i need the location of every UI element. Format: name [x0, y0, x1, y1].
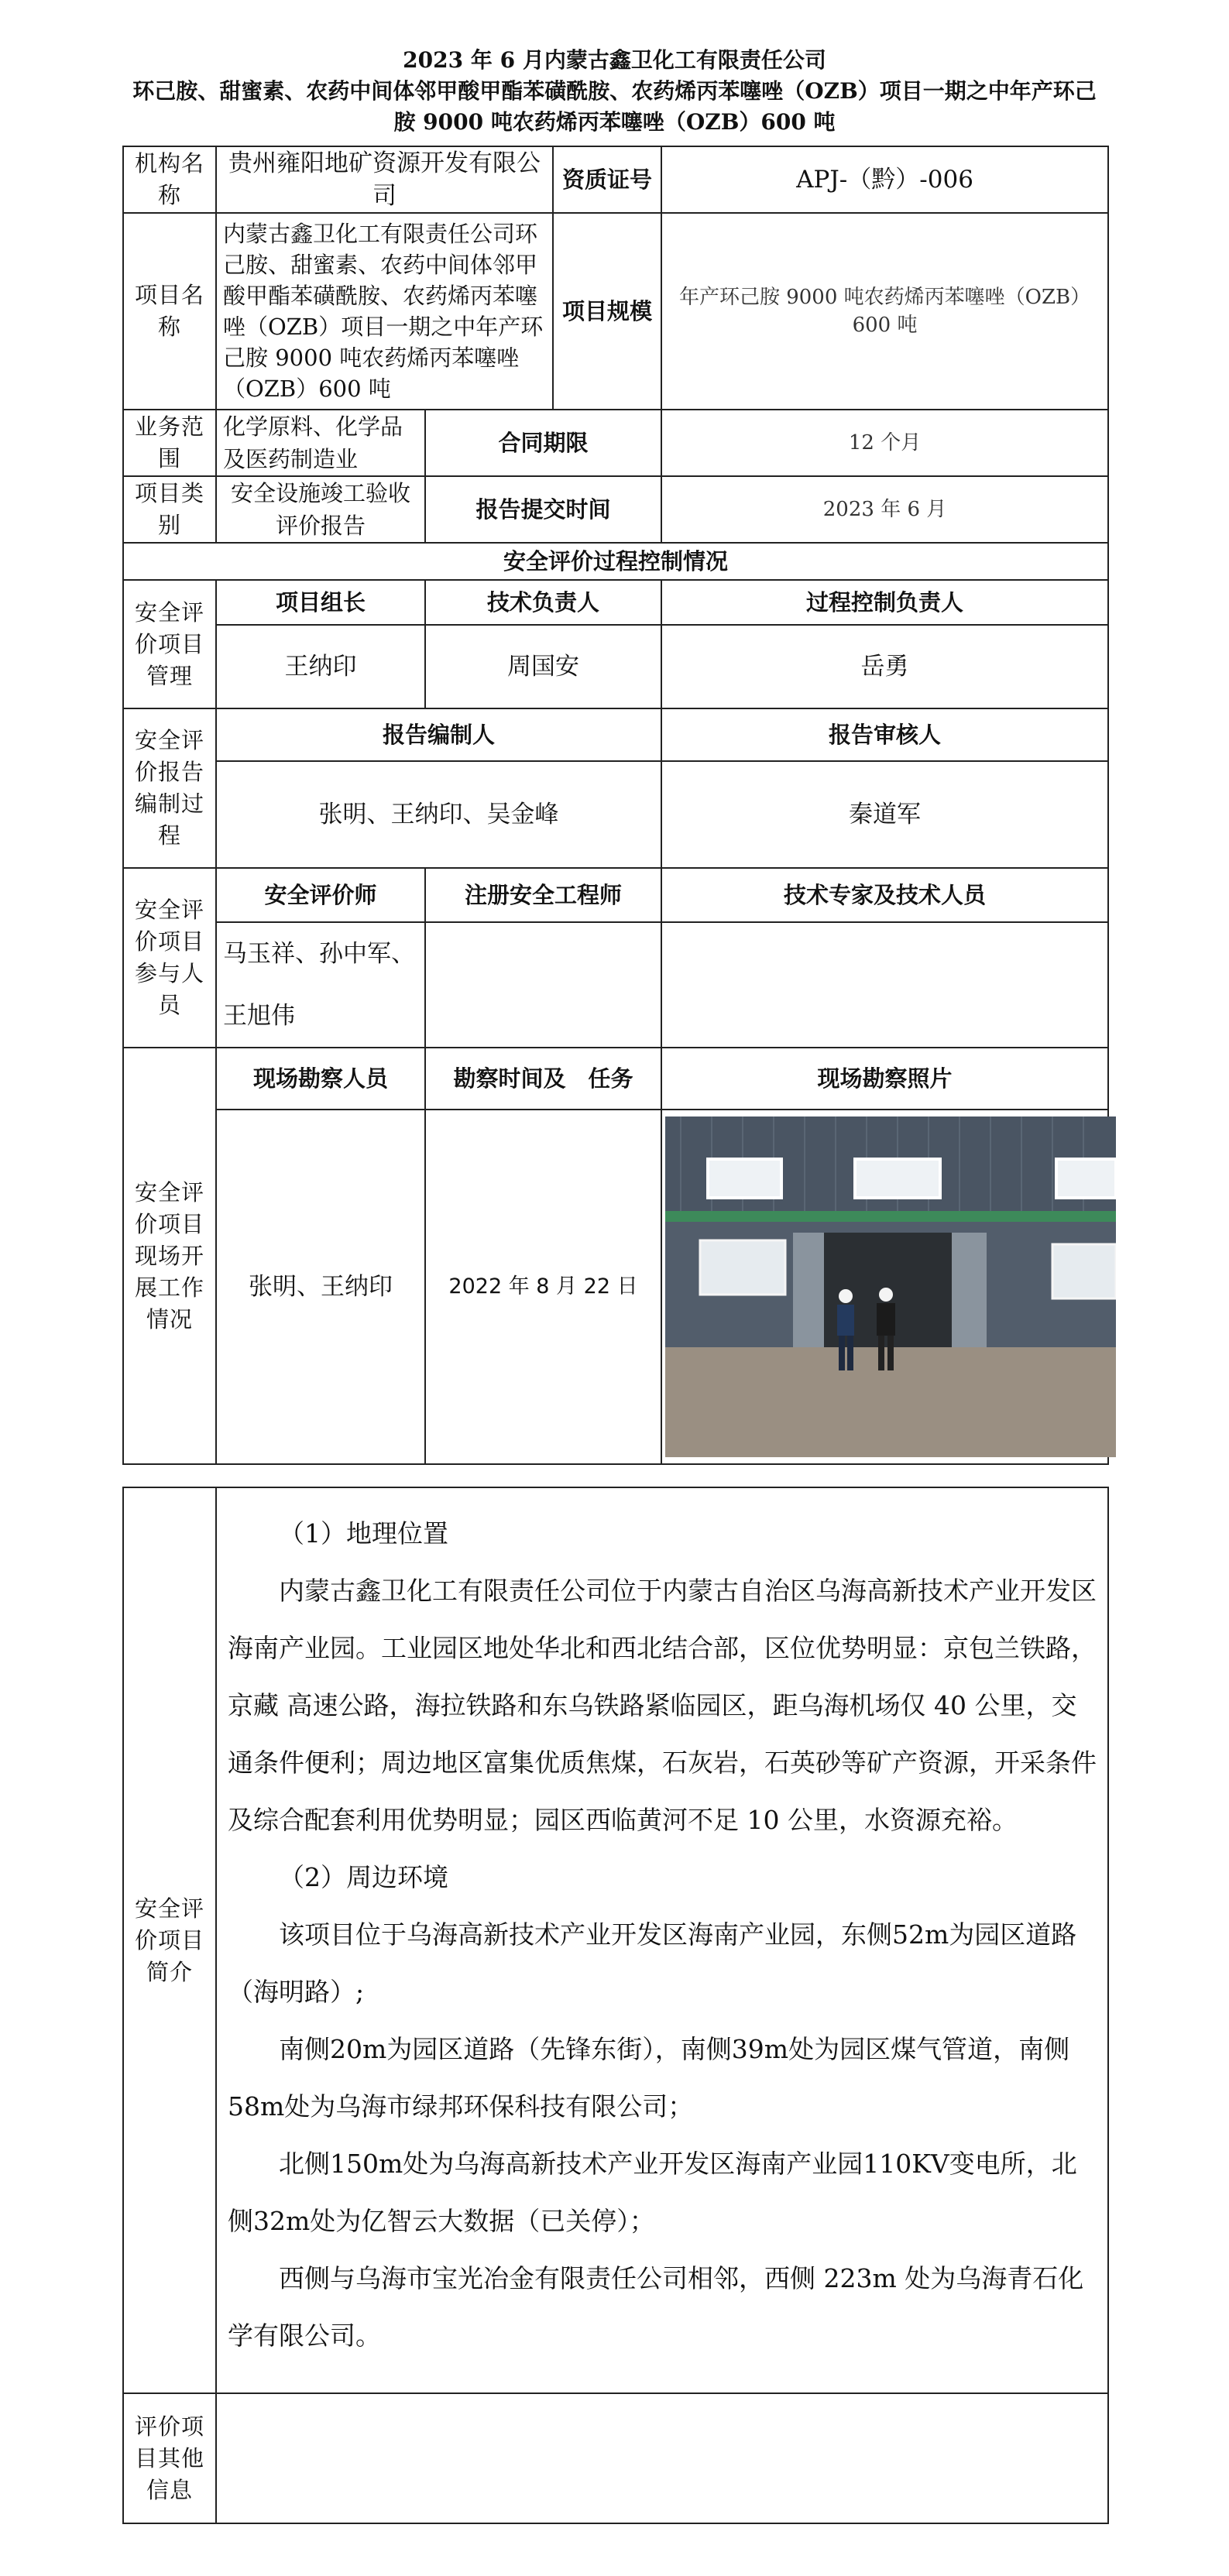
- mgmt-label: 安全评价项目管理: [123, 580, 216, 708]
- project-value: 内蒙古鑫卫化工有限责任公司环己胺、甜蜜素、农药中间体邻甲酸甲酯苯磺酰胺、农药烯丙苯噻唑（OZB）项目一期之中年产环己胺 9000 吨农药烯丙苯噻唑（OZB）600 吨: [216, 213, 553, 410]
- other-info-value: [216, 2393, 1108, 2523]
- site-survey-photo: [665, 1116, 1116, 1457]
- process-section-title: 安全评价过程控制情况: [123, 543, 1108, 580]
- intro-south-text: 南侧20m为园区道路（先锋东街），南侧39m处为园区煤气管道，南侧58m处为乌海市绿邦环保科技有限公司；: [228, 2034, 1070, 2122]
- intro-heading-location: （1）地理位置: [279, 1518, 448, 1549]
- submit-label: 报告提交时间: [425, 476, 661, 543]
- document-title: 2023 年 6 月内蒙古鑫卫化工有限责任公司: [403, 47, 826, 73]
- org-label: 机构名称: [123, 146, 216, 213]
- document-subtitle-line2: 胺 9000 吨农药烯丙苯噻唑（OZB）600 吨: [393, 109, 836, 135]
- photo-window-2: [855, 1159, 940, 1198]
- document-subtitle-line1: 环己胺、甜蜜素、农药中间体邻甲酸甲酯苯磺酰胺、农药烯丙苯噻唑（OZB）项目一期之中年产环己: [132, 78, 1097, 104]
- writer-value: 张明、王纳印、吴金峰: [216, 761, 661, 868]
- other-info-label: 评价项目其他信息: [123, 2393, 216, 2523]
- photo-door-right: [952, 1233, 987, 1349]
- photo-window-3: [1056, 1159, 1116, 1198]
- photo-green-pipe: [665, 1211, 1116, 1222]
- business-value: 化学原料、化学品及医药制造业: [216, 410, 425, 476]
- tech-lead-label: 技术负责人: [425, 580, 661, 625]
- survey-time-label: 勘察时间及 任务: [425, 1048, 661, 1110]
- contract-label: 合同期限: [425, 410, 661, 476]
- intro-body: [216, 1487, 1108, 2393]
- evaluator-value: 马玉祥、孙中军、王旭伟: [216, 922, 425, 1048]
- category-label: 项目类别: [123, 476, 216, 543]
- expert-value: [661, 922, 1108, 1048]
- cert-label: 资质证号: [553, 146, 661, 213]
- survey-people-label: 现场勘察人员: [216, 1048, 425, 1110]
- safety-engineer-value: [425, 922, 661, 1048]
- cert-value: APJ-（黔）-006: [661, 146, 1108, 213]
- site-work-label: 安全评价项目现场开展工作情况: [123, 1048, 216, 1464]
- survey-photo-cell: [661, 1110, 1108, 1464]
- intro-north-text: 北侧150m处为乌海高新技术产业开发区海南产业园110KV变电所，北侧32m处为亿智云大数据（已关停）；: [228, 2149, 1077, 2236]
- org-value: 贵州雍阳地矿资源开发有限公司: [216, 146, 553, 213]
- project-intro-table: [122, 1487, 1109, 2524]
- leader-label: 项目组长: [216, 580, 425, 625]
- report-process-label: 安全评价报告编制过程: [123, 708, 216, 868]
- tech-lead-value: 周国安: [425, 625, 661, 708]
- writer-label: 报告编制人: [216, 708, 661, 761]
- intro-east-text: 该项目位于乌海高新技术产业开发区海南产业园，东侧52m为园区道路（海明路）;: [228, 1919, 1077, 2007]
- category-value: 安全设施竣工验收评价报告: [216, 476, 425, 543]
- safety-engineer-label: 注册安全工程师: [425, 868, 661, 922]
- reviewer-label: 报告审核人: [661, 708, 1108, 761]
- photo-window-4: [700, 1240, 785, 1295]
- project-label: 项目名称: [123, 213, 216, 410]
- scale-label: 项目规模: [553, 213, 661, 410]
- business-label: 业务范围: [123, 410, 216, 476]
- control-lead-label: 过程控制负责人: [661, 580, 1108, 625]
- scale-value: 年产环己胺 9000 吨农药烯丙苯噻唑（OZB）600 吨: [661, 213, 1108, 410]
- leader-value: 王纳印: [216, 625, 425, 708]
- contract-value: 12 个月: [661, 410, 1108, 476]
- survey-people-value: 张明、王纳印: [216, 1110, 425, 1464]
- intro-heading-surroundings: （2）周边环境: [279, 1862, 448, 1892]
- intro-west-text: 西侧与乌海市宝光冶金有限责任公司相邻，西侧 223m 处为乌海青石化学有限公司。: [228, 2263, 1084, 2351]
- evaluator-label: 安全评价师: [216, 868, 425, 922]
- evaluation-info-table: [122, 146, 1109, 1465]
- control-lead-value: 岳勇: [661, 625, 1108, 708]
- photo-window-5: [1052, 1244, 1116, 1298]
- survey-time-value: 2022 年 8 月 22 日: [425, 1110, 661, 1464]
- submit-value: 2023 年 6 月: [661, 476, 1108, 543]
- intro-location-text: 内蒙古鑫卫化工有限责任公司位于内蒙古自治区乌海高新技术产业开发区海南产业园。工业园区地处华北和西北结合部，区位优势明显：京包兰铁路，京藏 高速公路，海拉铁路和东乌铁路紧临园区，距乌海机场仅 40 公里，交通条件便利；周边地区富集优质焦煤，石灰岩，石英砂等矿产资源，开采条件及综合配套利用优势明显；园区西临黄河不足 10 公里，水资源充裕。: [228, 1576, 1097, 1835]
- expert-label: 技术专家及技术人员: [661, 868, 1108, 922]
- intro-label: 安全评价项目简介: [123, 1487, 216, 2393]
- photo-window-1: [708, 1159, 781, 1198]
- participants-label: 安全评价项目参与人员: [123, 868, 216, 1048]
- survey-photo-label: 现场勘察照片: [661, 1048, 1108, 1110]
- photo-door-left: [793, 1233, 824, 1349]
- reviewer-value: 秦道军: [661, 761, 1108, 868]
